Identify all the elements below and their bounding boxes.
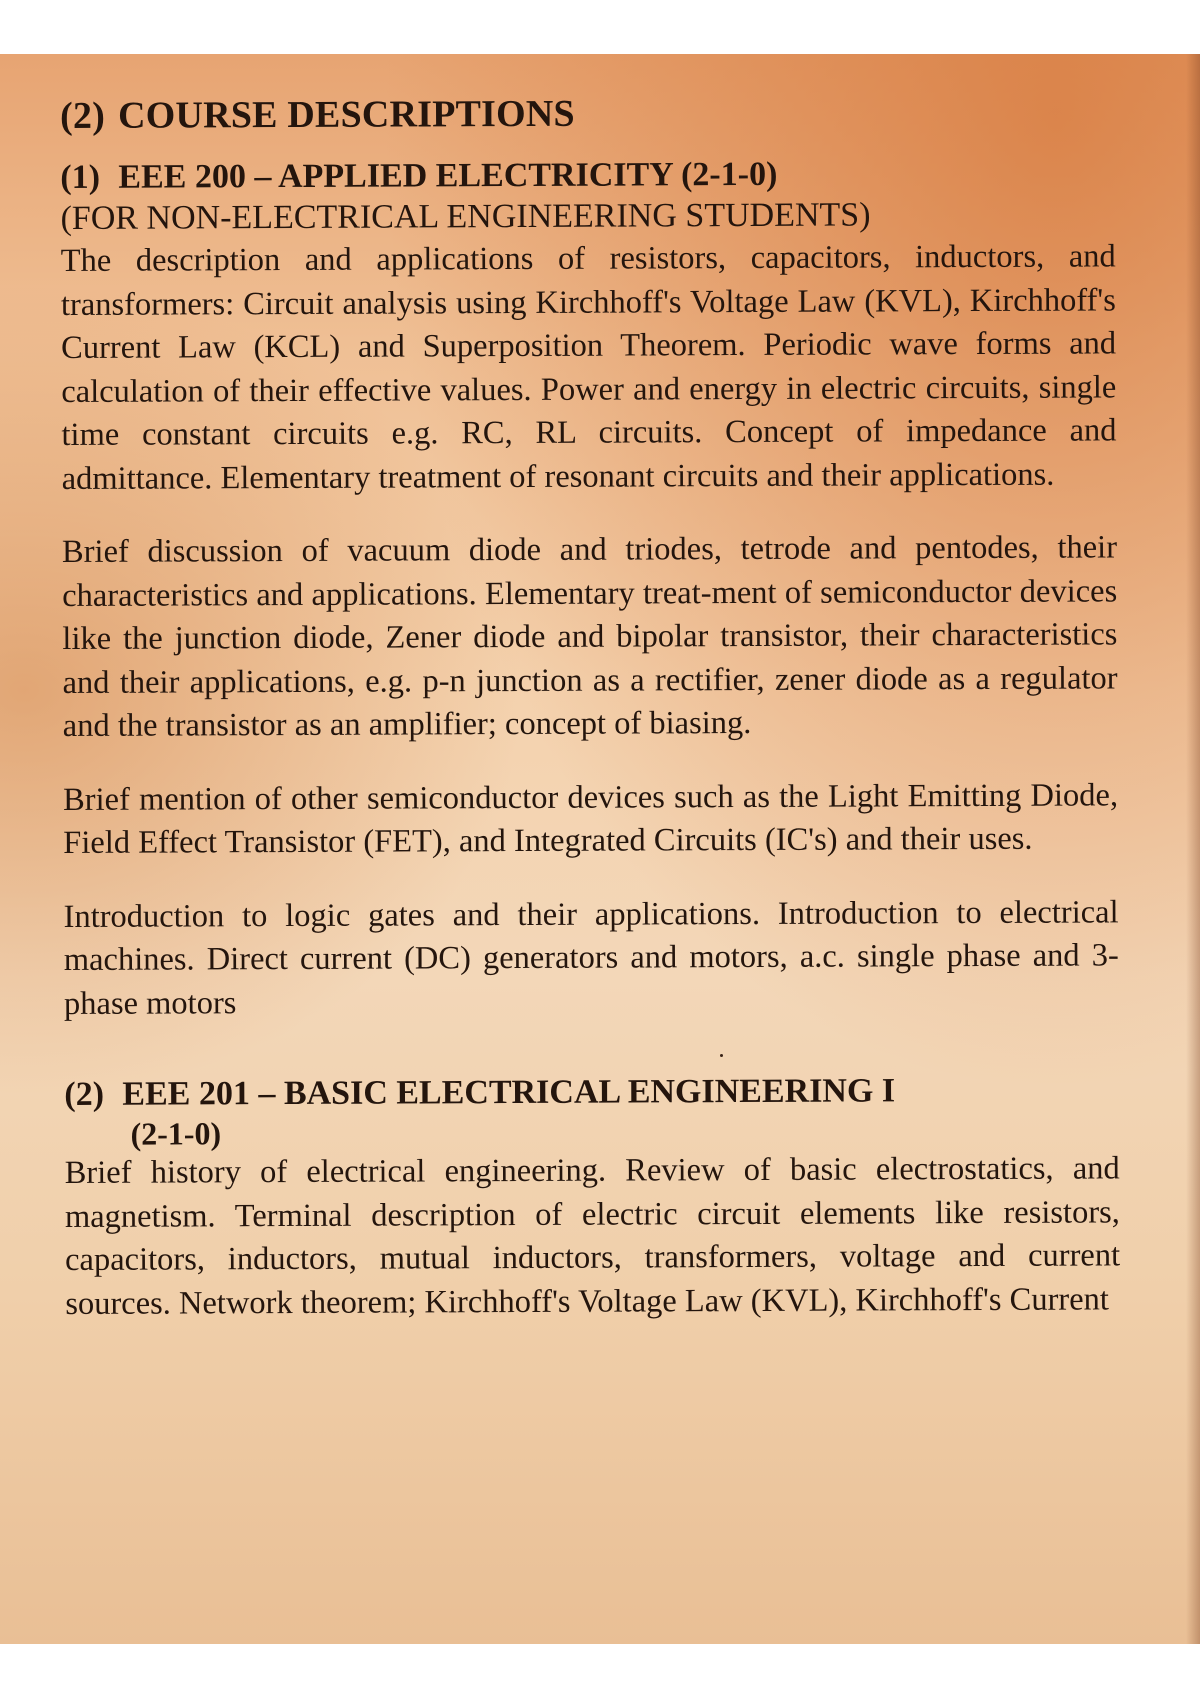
scanned-page [0,54,1200,1644]
course-heading-eee201 [64,1069,1119,1116]
course-paragraph: The description and applications of resistors, capacitors, inductors, and transformers: Circuit analysis using Kirchhoff's Voltage Law (KVL), Kirchhoff's Current Law (KCL) and Superposition Theorem. Periodic wave forms and calculation of their effective values. Power and energy in electric circuits, single time constant circuits e.g. RC, RL circuits. Concept of impedance and admittance. Elementary treatment of resonant circuits and their applications. [60,238,1117,497]
section-heading [60,89,1115,138]
page-content [60,89,1120,1356]
course-paragraph: Introduction to logic gates and their applications. Introduction to electrical machines. Direct current (DC) generators and motors, a.c. single phase and 3-phase motors [63,893,1119,1022]
course-paragraph: Brief history of electrical engineering. Review of basic electrostatics, and magnetism. Terminal description of electric circuit elements like resistors, capacitors, inductors, mutual inductors, transformers, voltage and current sources. Network theorem; Kirchhoff's Voltage Law (KVL), Kirchhoff's Current [64,1150,1121,1322]
course-title: EEE 201 – BASIC ELECTRICAL ENGINEERING I [122,1072,896,1113]
course-subtitle: (FOR NON-ELECTRICAL ENGINEERING STUDENTS) [60,196,871,237]
ink-dot [720,1054,723,1057]
course-title: EEE 200 – APPLIED ELECTRICITY (2-1-0) [118,155,778,196]
course-heading-eee200 [60,153,1115,198]
course-number: (2) [64,1075,105,1113]
course-credits: (2-1-0) [130,1115,222,1152]
course-number: (1) [60,158,101,196]
course-paragraph: Brief mention of other semiconductor devices such as the Light Emitting Diode, Field Effect Transistor (FET), and Integrated Circuits (IC's) and their uses. [62,776,1119,861]
course-paragraph: Brief discussion of vacuum diode and triodes, tetrode and pentodes, their characteristics and applications. Elementary treat-ment of semiconductor devices like the junction diode, Zener diode and bipolar transistor, their characteristics and their applications, e.g. p-n junction as a rectifier, zener diode as a regulator and the transistor as an amplifier; concept of biasing. [61,529,1118,744]
section-title: COURSE DESCRIPTIONS [118,92,575,137]
section-number: (2) [60,94,106,137]
